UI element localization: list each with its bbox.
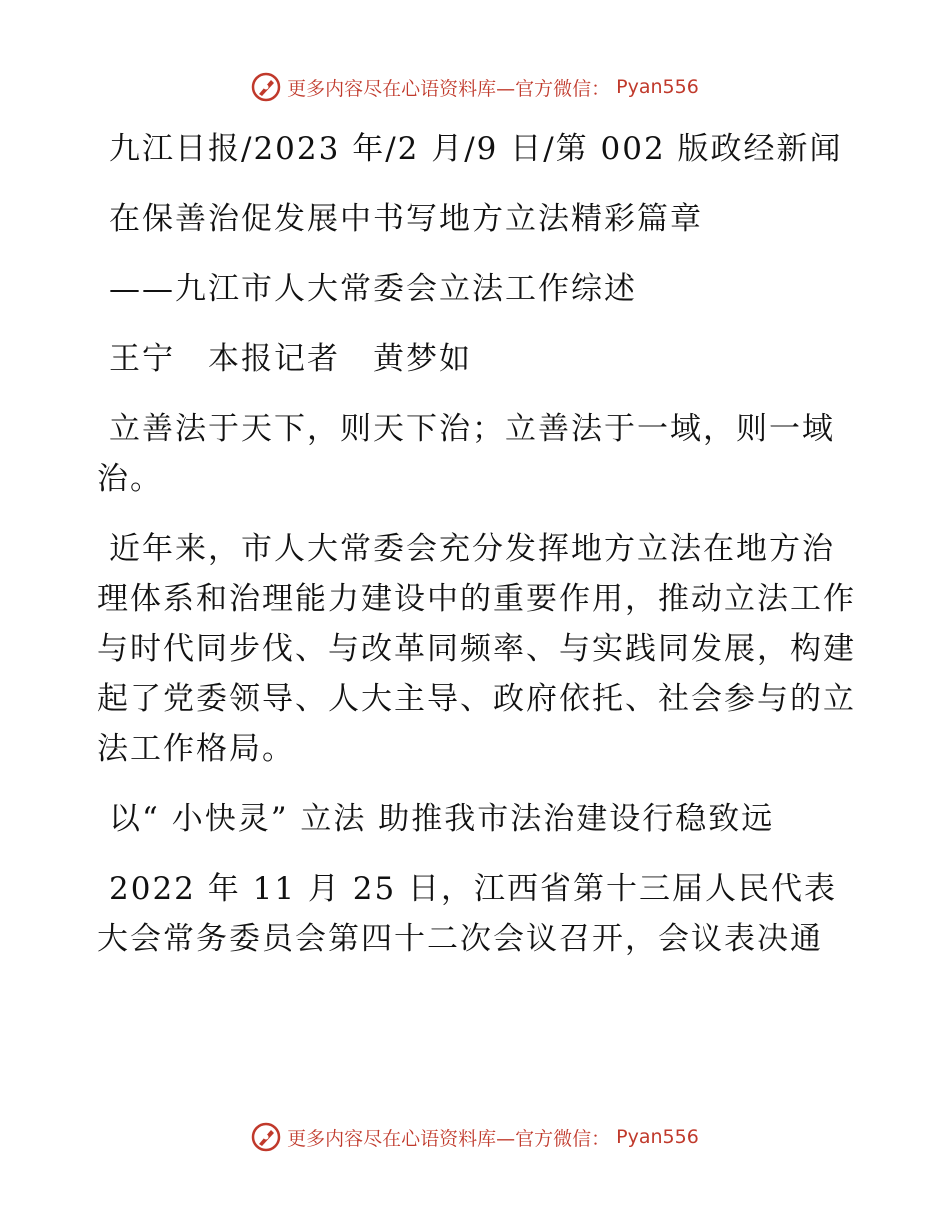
article-source: 九江日报/2023 年/2 月/9 日/第 002 版政经新闻 [109, 131, 843, 167]
paragraph: 立善法于天下，则天下治；立善法于一域，则一域治。 [97, 411, 835, 497]
watermark-header [0, 72, 950, 102]
watermark-wechat: Pyan556 [616, 1126, 699, 1148]
paragraph: 近年来，市人大常委会充分发挥地方立法在地方治理体系和治理能力建设中的重要作用，推动立法工作与时代同步伐、与改革同频率、与实践同发展，构建起了党委领导、人大主导、政府依托、社会参与的立法工作格局。 [97, 531, 856, 767]
watermark-text: 更多内容尽在心语资料库—官方微信： [287, 1127, 611, 1150]
article-title: 在保善治促发展中书写地方立法精彩篇章 [109, 201, 703, 237]
watermark-text: 更多内容尽在心语资料库—官方微信： [287, 77, 611, 100]
pen-logo-icon [251, 72, 281, 102]
watermark-wechat: Pyan556 [616, 76, 699, 98]
article-body [97, 124, 857, 984]
watermark-footer [0, 1122, 950, 1152]
paragraph: 2022 年 11 月 25 日，江西省第十三届人民代表大会常务委员会第四十二次会议召开，会议表决通 [97, 871, 838, 957]
section-heading: 以“ 小快灵” 立法 助推我市法治建设行稳致远 [109, 801, 775, 837]
article-byline: 王宁 本报记者 黄梦如 [109, 341, 472, 377]
article-subtitle: ——九江市人大常委会立法工作综述 [109, 271, 637, 307]
pen-logo-icon [251, 1122, 281, 1152]
